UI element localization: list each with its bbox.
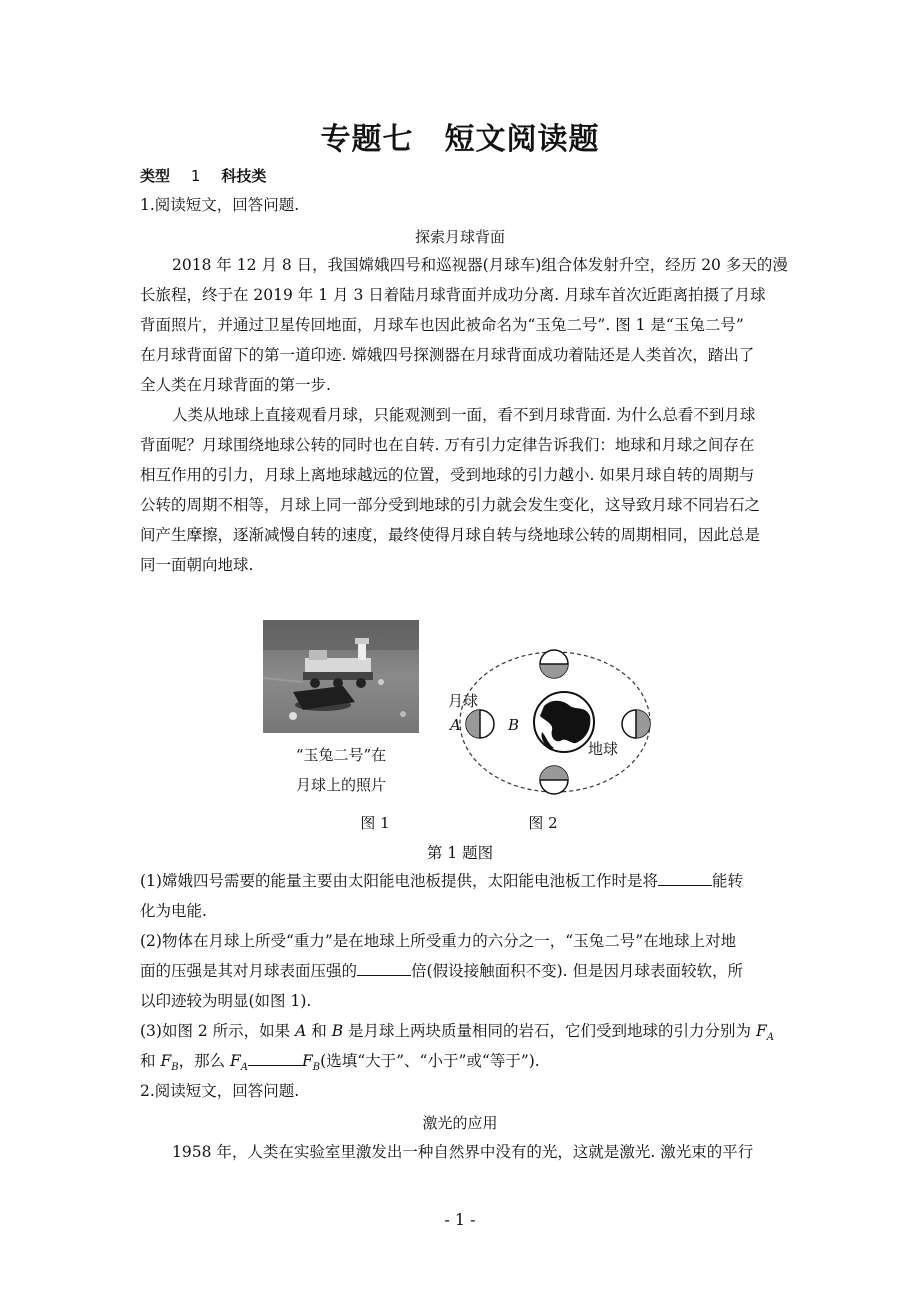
fig1-label: 图 1 [360,814,390,832]
force-subscript: A [240,1062,249,1074]
category-number: 1 [190,167,201,185]
subq3-line2 [140,1049,782,1080]
fig1-caption-line1: “玉兔二号”在 [295,746,387,764]
answer-blank[interactable] [658,871,712,886]
subq3-text: 和 [311,1022,327,1040]
page-number: - 1 - [444,1210,476,1229]
subq1-line2: 化为电能. [140,902,207,920]
earth-label: 地球 [588,740,619,758]
force-subscript: A [766,1032,774,1044]
moon-label: 月球 [448,692,479,710]
subq2-line2 [140,959,782,983]
article-2-title: 激光的应用 [422,1114,498,1132]
para1-line: 全人类在月球背面的第一步. [140,376,331,394]
answer-blank[interactable] [248,1051,302,1066]
rock-b-symbol: B [331,1022,344,1040]
force-symbol: F [160,1052,172,1070]
rock-a-symbol: A [295,1022,307,1040]
subq1-line1 [140,869,782,893]
category-heading [140,164,782,188]
question-2-prompt: 2.阅读短文，回答问题. [140,1082,300,1100]
para1-line: 2018 年 12 月 8 日，我国嫦娥四号和巡视器(月球车)组合体发射升空，经历 20 多天的漫 [172,256,788,274]
fig1-caption-line2: 月球上的照片 [295,776,386,794]
subq3-text: 是月球上两块质量相同的岩石，它们受到地球的引力分别为 [348,1022,752,1040]
subq2-line3: 以印迹较为明显(如图 1). [140,992,312,1010]
subq3-text: (选填“大于”、“小于”或“等于”). [320,1052,540,1070]
subq3-text: (3)如图 2 所示，如果 [140,1022,291,1040]
moon-right-icon [622,710,650,738]
rover-photo [263,620,419,733]
force-symbol: F [756,1022,767,1040]
subq3-text: 和 [140,1052,156,1070]
fig2-label: 图 2 [528,814,558,832]
figure-caption: 第 1 题图 [426,844,494,862]
para1-line: 长旅程，终于在 2019 年 1 月 3 日着陆月球背面并成功分离. 月球车首次近距离拍摄了月球 [140,286,766,304]
subq1-text: 能转 [711,872,743,890]
subq2-line1: (2)物体在月球上所受“重力”是在地球上所受重力的六分之一，“玉兔二号”在地球上对地 [140,932,737,950]
earth-icon [534,692,594,752]
para2-line: 间产生摩擦，逐渐减慢自转的速度，最终使得月球自转与绕地球公转的周期相同，因此总是 [140,526,761,544]
para2-line: 同一面朝向地球. [140,556,254,574]
subq3-line1 [140,1019,782,1050]
article-1-title: 探索月球背面 [414,228,505,246]
para2-line: 公转的周期不相等，月球上同一部分受到地球的引力就会发生变化，这导致月球不同岩石之 [140,496,761,514]
point-b-label: B [508,716,520,734]
force-symbol: F [302,1052,313,1070]
subq1-text: (1)嫦娥四号需要的能量主要由太阳能电池板提供，太阳能电池板工作时是将 [140,872,658,890]
moon-bottom-icon [540,766,568,794]
para1-line: 背面照片，并通过卫星传回地面，月球车也因此被命名为“玉兔二号”. 图 1 是“玉兔二号” [140,316,744,334]
page-title: 专题七 短文阅读题 [320,122,600,157]
point-a-label: A [450,716,461,734]
para2-line: 背面呢？月球围绕地球公转的同时也在自转. 万有引力定律告诉我们：地球和月球之间存在 [140,436,755,454]
force-subscript: B [171,1062,179,1074]
para1-line: 在月球背面留下的第一道印迹. 嫦娥四号探测器在月球背面成功着陆还是人类首次，踏出了 [140,346,755,364]
moon-top-icon [540,650,568,678]
category-name: 科技类 [221,167,267,185]
q2-para1-line: 1958 年，人类在实验室里激发出一种自然界中没有的光，这就是激光. 激光束的平行 [172,1143,754,1161]
subq2-text: 面的压强是其对月球表面压强的 [140,962,358,980]
force-subscript: B [312,1062,321,1074]
moon-left-icon [466,710,494,738]
subq3-text: ，那么 [178,1052,226,1070]
force-symbol: F [230,1052,241,1070]
orbit-diagram [440,640,680,810]
subq2-text: 倍(假设接触面积不变). 但是因月球表面较软，所 [411,962,743,980]
question-1-prompt: 1.阅读短文，回答问题. [140,196,300,214]
para2-line: 相互作用的引力，月球上离地球越远的位置，受到地球的引力越小. 如果月球自转的周期与 [140,466,755,484]
category-type-label: 类型 [140,167,171,185]
para2-line: 人类从地球上直接观看月球，只能观测到一面，看不到月球背面. 为什么总看不到月球 [172,406,756,424]
answer-blank[interactable] [357,961,411,976]
